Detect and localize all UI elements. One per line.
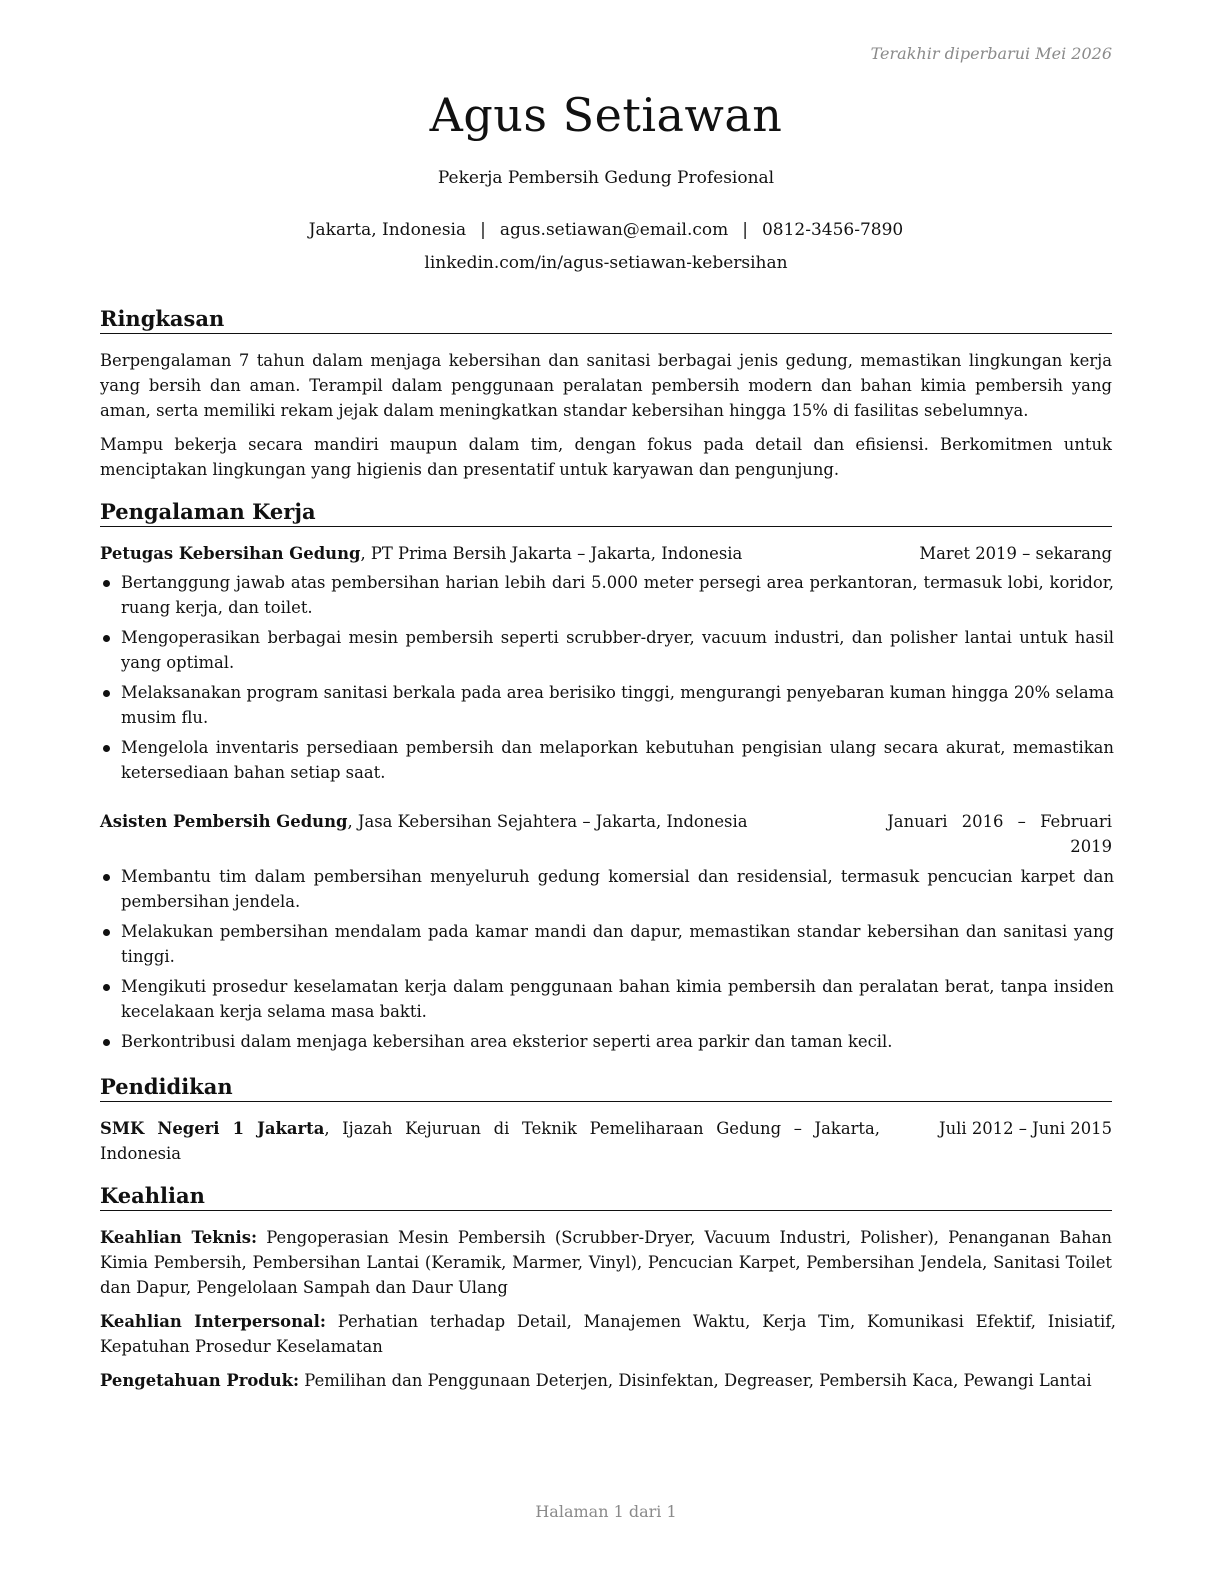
job-role: Petugas Kebersihan Gedung [100, 544, 361, 563]
skills-text: Perhatian terhadap Detail, Manajemen Waktu, Kerja Tim, Komunikasi Efektif, Inisiatif, Kepatuhan Prosedur Keselamatan [100, 1312, 1116, 1356]
list-item: Mengikuti prosedur keselamatan kerja dalam penggunaan bahan kimia pembersih dan peralatan berat, tanpa insiden kecelakaan kerja selama masa bakti. [100, 974, 1114, 1024]
job-dates-line-2: 2019 [1070, 837, 1112, 856]
job-title [100, 541, 860, 566]
contact-location: Jakarta, Indonesia [308, 220, 467, 240]
job-company: , PT Prima Bersih Jakarta – Jakarta, Indonesia [360, 544, 743, 563]
contact-separator: | [480, 220, 486, 240]
skills-interpersonal [100, 1309, 1116, 1359]
list-item: Melaksanakan program sanitasi berkala pada area berisiko tinggi, mengurangi penyebaran kuman hingga 20% selama musim flu. [100, 680, 1114, 730]
job-dates-line-1: Januari 2016 – Februari [887, 812, 1112, 831]
contact-phone: 0812-3456-7890 [761, 220, 904, 240]
section-title-education: Pendidikan [100, 1074, 1112, 1102]
education-title [100, 1116, 880, 1166]
education-dates: Juli 2012 – Juni 2015 [939, 1119, 1112, 1138]
skills-text: Pengoperasian Mesin Pembersih (Scrubber-Dryer, Vacuum Industri, Polisher), Penanganan Bahan Kimia Pembersih, Pembersihan Lantai (Keramik, Marmer, Vinyl), Pencucian Karpet, Pembersihan Jendela, Sanitasi Toilet dan Dapur, Pengelolaan Sampah dan Daur Ulang [100, 1228, 1112, 1297]
job-bullets [100, 864, 1114, 1059]
skills-label: Keahlian Teknis: [100, 1228, 258, 1247]
list-item: Mengoperasikan berbagai mesin pembersih seperti scrubber-dryer, vacuum industri, dan polisher lantai untuk hasil yang optimal. [100, 625, 1114, 675]
job-bullets [100, 570, 1114, 790]
candidate-name: Agus Setiawan [429, 88, 783, 142]
education-detail: , Ijazah Kejuruan di Teknik Pemeliharaan Gedung – Jakarta, Indonesia [100, 1119, 880, 1163]
section-title-skills: Keahlian [100, 1183, 1112, 1211]
summary-paragraph-2: Mampu bekerja secara mandiri maupun dalam tim, dengan fokus pada detail dan efisiensi. Berkomitmen untuk menciptakan lingkungan yang higienis dan presentatif untuk karyawan dan pengunjung. [100, 435, 1112, 479]
resume-page [100, 0, 1116, 1584]
page-number: Halaman 1 dari 1 [535, 1502, 677, 1521]
contact-separator: | [742, 220, 748, 240]
job-dates: Maret 2019 – sekarang [919, 544, 1112, 563]
job-company: , Jasa Kebersihan Sejahtera – Jakarta, Indonesia [347, 812, 748, 831]
skills-text: Pemilihan dan Penggunaan Deterjen, Disinfektan, Degreaser, Pembersih Kaca, Pewangi Lantai [299, 1371, 1092, 1390]
job-role: Asisten Pembersih Gedung [100, 812, 348, 831]
list-item: Berkontribusi dalam menjaga kebersihan area eksterior seperti area parkir dan taman kecil. [100, 1029, 1114, 1054]
skills-label: Pengetahuan Produk: [100, 1371, 300, 1390]
job-dates [887, 809, 1112, 859]
section-title-experience: Pengalaman Kerja [100, 499, 1112, 527]
list-item: Mengelola inventaris persediaan pembersih dan melaporkan kebutuhan pengisian ulang secara akurat, memastikan ketersediaan bahan setiap saat. [100, 735, 1114, 785]
skills-technical [100, 1225, 1112, 1300]
job-title [100, 809, 860, 834]
section-title-summary: Ringkasan [100, 306, 1112, 334]
contact-linkedin[interactable]: linkedin.com/in/agus-setiawan-kebersihan [424, 253, 788, 273]
contact-email[interactable]: agus.setiawan@email.com [499, 220, 729, 240]
summary-paragraph-1: Berpengalaman 7 tahun dalam menjaga kebersihan dan sanitasi berbagai jenis gedung, memastikan lingkungan kerja yang bersih dan aman. Terampil dalam penggunaan peralatan pembersih modern dan bahan kimia pembersih yang aman, serta memiliki rekam jejak dalam meningkatkan standar kebersihan hingga 15% di fasilitas sebelumnya. [100, 351, 1112, 420]
last-updated: Terakhir diperbarui Mei 2026 [870, 44, 1112, 63]
list-item: Bertanggung jawab atas pembersihan harian lebih dari 5.000 meter persegi area perkantoran, termasuk lobi, koridor, ruang kerja, dan toilet. [100, 570, 1114, 620]
list-item: Melakukan pembersihan mendalam pada kamar mandi dan dapur, memastikan standar kebersihan dan sanitasi yang tinggi. [100, 919, 1114, 969]
candidate-subtitle: Pekerja Pembersih Gedung Profesional [437, 168, 775, 188]
education-school: SMK Negeri 1 Jakarta [100, 1119, 325, 1138]
skills-product [100, 1368, 1112, 1393]
skills-label: Keahlian Interpersonal: [100, 1312, 326, 1331]
list-item: Membantu tim dalam pembersihan menyeluruh gedung komersial dan residensial, termasuk pencucian karpet dan pembersihan jendela. [100, 864, 1114, 914]
contact-line [100, 220, 1112, 240]
